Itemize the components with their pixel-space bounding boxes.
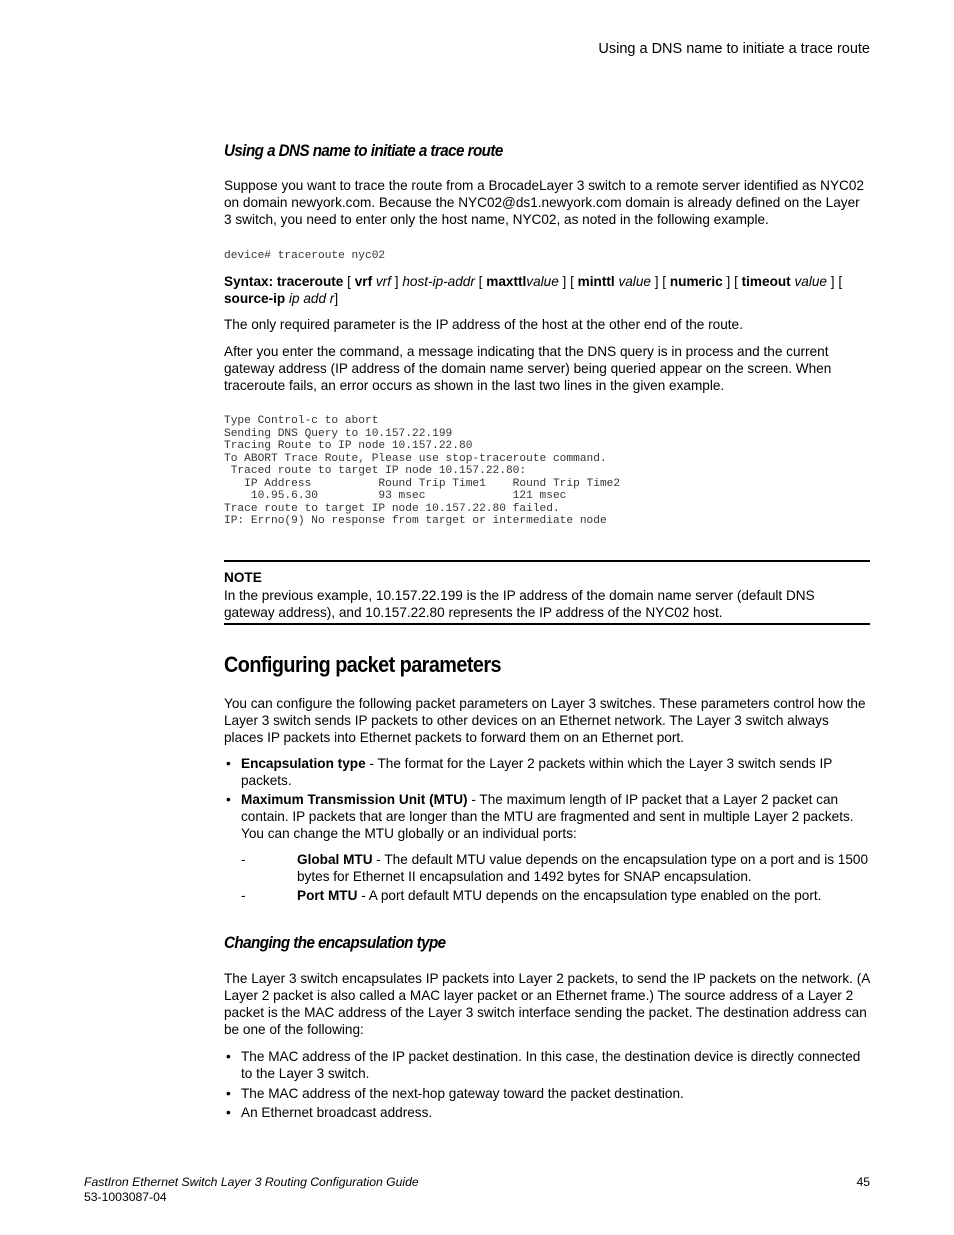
note-title: NOTE (224, 570, 262, 585)
syntax-part: ] (334, 291, 339, 306)
note-box (224, 560, 870, 625)
sub-list-item-text (297, 851, 870, 885)
bullet-glyph: • (226, 1086, 231, 1101)
note-text: In the previous example, 10.157.22.199 is the IP address of the domain name server (default DNS gateway address), and 10.157.22.80 represents the IP address of the NYC02 host. (224, 588, 815, 620)
page-number: 45 (856, 1175, 870, 1189)
syntax-part: ] [ (722, 274, 742, 289)
syntax-keyword: Syntax: traceroute (224, 274, 344, 289)
syntax-part: ip add r (285, 291, 335, 306)
syntax-part: [ (474, 274, 487, 289)
section-heading-packet-parameters: Configuring packet parameters (224, 652, 502, 677)
list-item-text (241, 755, 870, 789)
syntax-part: [ (343, 274, 355, 289)
syntax-part: maxttl (486, 274, 527, 289)
list-item-text: An Ethernet broadcast address. (241, 1105, 433, 1120)
sub-list-item-description: - The default MTU value depends on the encapsulation type on a port and is 1500 bytes for Ethernet II encapsulation and 1492 bytes for SNAP encapsulation. (297, 852, 869, 884)
syntax-part: vrf (372, 274, 391, 289)
sub-list-item-term: Global MTU (297, 852, 373, 867)
footer-doc-number: 53-1003087-04 (84, 1190, 167, 1204)
syntax-part: source-ip (224, 291, 286, 306)
bullet-glyph: • (226, 1105, 231, 1120)
syntax-part: host-ip-addr (402, 274, 475, 289)
syntax-part: ] (391, 274, 403, 289)
sub-list-item-text (297, 887, 870, 904)
list-item-term: Maximum Transmission Unit (MTU) (241, 792, 468, 807)
syntax-line (224, 273, 870, 307)
syntax-part: ] [ (558, 274, 578, 289)
paragraph: After you enter the command, a message indicating that the DNS query is in process and the current gateway address (IP address of the domain name server) being queried appear on the screen. When traceroute fails, an error occurs as shown in the last two lines in the given example. (224, 344, 832, 393)
code-example-output: Type Control-c to abort Sending DNS Query to 10.157.22.199 Tracing Route to IP node 10.157.22.80 To ABORT Trace Route, Please use stop-traceroute command. Traced route to target IP node 10.157.22.80: IP Address Round Trip Time1 Round Trip Time2 10.95.6.30 93 msec 121 msec Trace route to target IP node 10.157.22.80 failed. IP: Errno(9) No response from target or intermediate node (224, 415, 621, 527)
syntax-part: timeout (741, 274, 791, 289)
list-item-description: - The format for the Layer 2 packets within which the Layer 3 switch sends IP packets. (241, 756, 833, 788)
paragraph: The only required parameter is the IP address of the host at the other end of the route. (224, 317, 743, 332)
list-item-text: The MAC address of the IP packet destination. In this case, the destination device is directly connected to the Layer 3 switch. (241, 1049, 861, 1081)
bullet-glyph: • (226, 756, 231, 771)
paragraph: Suppose you want to trace the route from a BrocadeLayer 3 switch to a remote server identified as NYC02 on domain newyork.com. Because the NYC02@ds1.newyork.com domain is already defined on the Layer 3 switch, you need to enter only the host name, NYC02, as noted in the following example. (224, 178, 864, 227)
list-item-term: Encapsulation type (241, 756, 366, 771)
code-example-traceroute: device# traceroute nyc02 (224, 250, 386, 262)
list-item-description: - The maximum length of IP packet that a Layer 2 packet can contain. IP packets that are longer than the MTU are fragmented and sent in multiple Layer 2 packets. You can change the MTU globally or an individual ports: (241, 792, 854, 841)
dash-glyph: - (241, 852, 246, 867)
section-heading-encapsulation: Changing the encapsulation type (224, 934, 446, 952)
syntax-part: value (614, 274, 651, 289)
syntax-part: value (790, 274, 827, 289)
list-item-text: The MAC address of the next-hop gateway toward the packet destination. (241, 1086, 684, 1101)
syntax-part: ] [ (827, 274, 843, 289)
syntax-part: value (526, 274, 559, 289)
footer-guide-title: FastIron Ethernet Switch Layer 3 Routing Configuration Guide (84, 1175, 419, 1189)
paragraph: The Layer 3 switch encapsulates IP packets into Layer 2 packets, to send the IP packets on the network. (A Layer 2 packet is also called a MAC layer packet or an Ethernet frame.) The source address of a Layer 2 packet is the MAC address of the Layer 3 switch interface sending the packet. The destination address can be one of the following: (224, 971, 870, 1037)
syntax-part: ] [ (650, 274, 670, 289)
paragraph: You can configure the following packet parameters on Layer 3 switches. These parameters control how the Layer 3 switch sends IP packets to other devices on an Ethernet network. The Layer 3 switch always places IP packets into Ethernet packets to forward them on an Ethernet port. (224, 696, 866, 745)
sub-list-item-term: Port MTU (297, 888, 358, 903)
syntax-part: minttl (577, 274, 615, 289)
footer (84, 1175, 419, 1205)
list-item-text (241, 791, 870, 842)
running-header: Using a DNS name to initiate a trace route (598, 41, 870, 57)
syntax-part: numeric (669, 274, 723, 289)
section-heading-dns-traceroute: Using a DNS name to initiate a trace route (224, 142, 503, 160)
dash-glyph: - (241, 888, 246, 903)
sub-list-item-description: - A port default MTU depends on the encapsulation type enabled on the port. (357, 888, 822, 903)
syntax-part: vrf (354, 274, 373, 289)
bullet-glyph: • (226, 1049, 231, 1064)
bullet-glyph: • (226, 792, 231, 807)
